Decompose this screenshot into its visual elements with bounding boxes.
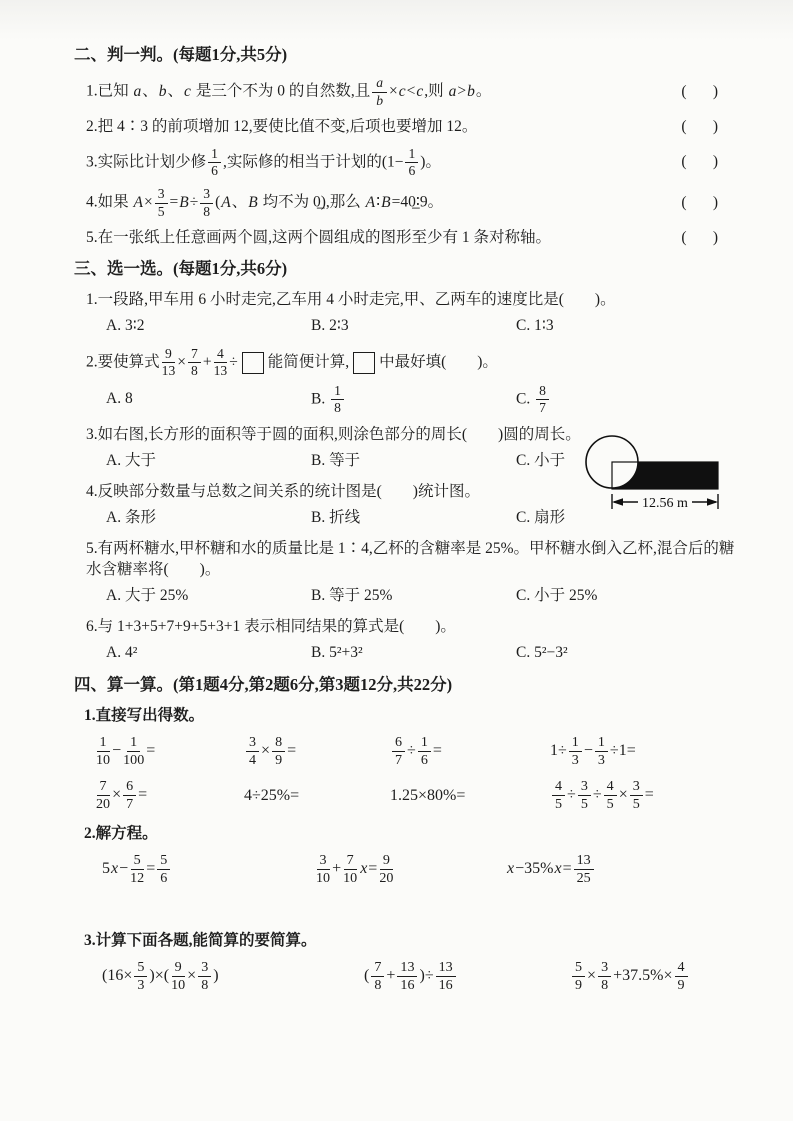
calc-expression: $\frac{1}{10}$ − $\frac{1}{100}$ = (96, 733, 156, 768)
calc-expression: $\frac{3}{4}$ × $\frac{8}{9}$ = (244, 735, 390, 768)
calc-expression: (16× $\frac{5}{3}$ )×( $\frac{9}{10}$ × $\frac{3}{8}$ ) (102, 959, 219, 994)
choice-option-b: B. 2∶3 (311, 317, 349, 335)
fraction: $\frac{8}{9}$ (272, 735, 285, 768)
fraction: $\frac{6}{7}$ (123, 779, 136, 812)
calc-expression: $\frac{7}{20}$ × $\frac{6}{7}$ = (96, 778, 148, 813)
calc-expression: $\frac{5}{9}$ × $\frac{3}{8}$ +37.5%× $\frac{4}{9}$ (570, 960, 735, 993)
fraction: $\frac{1}{8}$ (331, 384, 344, 416)
arrow-left-icon (612, 498, 623, 506)
calc-expression: $\frac{4}{5}$ ÷ $\frac{3}{5}$ ÷ $\frac{4}{5}$ × $\frac{3}{5}$ = (550, 779, 735, 812)
choice-option-a: A. 大于 (106, 452, 156, 470)
fraction: $\frac{3}{8}$ (598, 960, 611, 993)
choice-option-b: B. 折线 (311, 509, 361, 527)
fraction: $\frac{4}{5}$ (552, 779, 565, 812)
calc-expression: 4÷25%= (244, 786, 300, 804)
equation: $\frac{3}{10}$ + $\frac{7}{10}$ x= $\frac{9}{20}$ (316, 851, 394, 886)
answer-parentheses: ( ) (681, 82, 719, 100)
fraction: $\frac{4}{13}$ (213, 346, 228, 379)
choice-question-5-options (106, 586, 735, 607)
fraction: $\frac{5}{6}$ (157, 853, 170, 886)
calc-expression: $\frac{6}{7}$ ÷ $\frac{1}{6}$ = (390, 735, 550, 768)
calc-equations-label: 2.解方程。 (84, 824, 158, 842)
choice-option-c: C. 小于 25% (516, 586, 598, 604)
choice-option-a: A. 8 (106, 390, 133, 408)
fraction: $\frac{5}{12}$ (130, 851, 145, 886)
fraction: $\frac{13}{25}$ (574, 853, 594, 886)
choice-question-3-stem: 3.如右图,长方形的面积等于圆的面积,则涂色部分的周长( )圆的周长。 (86, 426, 581, 444)
judge-question-4 (86, 187, 735, 219)
fraction: $\frac{7}{8}$ (371, 960, 384, 993)
choice-section-title: 三、选一选。(每题1分,共6分) (74, 258, 288, 278)
fraction: $\frac{1}{3}$ (569, 735, 582, 768)
choice-option-b: B. 5²+3² (311, 643, 363, 661)
circle-rectangle-figure (582, 428, 793, 518)
choice-option-b: B. 等于 25% (311, 586, 393, 604)
calc-expression: 1÷ $\frac{1}{3}$ − $\frac{1}{3}$ ÷1= (550, 733, 636, 768)
fraction: $\frac{9}{13}$ (161, 346, 176, 379)
answer-parentheses: ( ) (681, 117, 719, 135)
judge-question-text: 5.在一张纸上任意画两个圆,这两个圆组成的图形至少有 1 条对称轴。 (86, 229, 552, 247)
fraction: $\frac{1}{6}$ (208, 147, 221, 179)
judge-question-2 (86, 117, 735, 138)
fraction: $\frac{6}{7}$ (392, 735, 405, 768)
calc-expression: ( $\frac{7}{8}$ + $\frac{13}{16}$ )÷ $\frac{13}{16}$ (364, 960, 570, 993)
fraction: $\frac{13}{16}$ (436, 960, 456, 993)
fraction: $\frac{1}{6}$ (418, 735, 431, 768)
choice-question-5-stem: 5.有两杯糖水,甲杯糖和水的质量比是 1∶4,乙杯的含糖率是 25%。甲杯糖水倒入乙杯,混合后的糖水含糖率将( )。 (86, 540, 735, 578)
judge-question-1 (86, 76, 735, 108)
judge-question-text: 4.如果 A× $\frac{3}{5}$ =B÷ $\frac{3}{8}$ (A、B 均不为 0̲),那么 A∶B=40̲∶9。 (86, 186, 444, 219)
judge-question-text: 1.已知 a、b、c 是三个不为 0 的自然数,且 $\frac{a}{b}$ ×c<c,则 a>b。 (86, 75, 492, 108)
choice-option-b: B. $\frac{1}{8}$ (311, 384, 516, 416)
answer-parentheses: ( ) (681, 229, 719, 247)
choice-option-a: A. 4² (106, 643, 138, 661)
fraction: $\frac{4}{9}$ (675, 960, 688, 993)
fraction: $\frac{7}{20}$ (96, 778, 111, 813)
fraction: $\frac{7}{8}$ (188, 347, 201, 379)
choice-question-6-stem: 6.与 1+3+5+7+9+5+3+1 表示相同结果的算式是( )。 (86, 617, 456, 635)
choice-option-a: A. 大于 25% (106, 586, 189, 604)
fraction: $\frac{3}{10}$ (316, 851, 331, 886)
fraction: $\frac{4}{5}$ (604, 779, 617, 812)
calc-section-title: 四、算一算。(第1题4分,第2题6分,第3题12分,共22分) (74, 674, 453, 694)
choice-option-c: C. $\frac{8}{7}$ (516, 384, 735, 416)
choice-option-c: C. 1∶3 (516, 317, 554, 335)
fraction: $\frac{13}{16}$ (397, 960, 417, 993)
choice-question-2-stem: 2.要使算式 $\frac{9}{13}$ × $\frac{7}{8}$ + $\frac{4}{13}$ ÷ 能简便计算, 中最好填( )。 (86, 346, 498, 379)
fraction: $\frac{1}{10}$ (96, 733, 111, 768)
answer-parentheses: ( ) (681, 193, 719, 211)
fraction: $\frac{3}{4}$ (246, 735, 259, 768)
judge-question-5 (86, 228, 735, 249)
fraction: $\frac{5}{3}$ (134, 960, 147, 993)
fraction: $\frac{9}{10}$ (171, 959, 186, 994)
choice-option-c: C. 扇形 (516, 509, 566, 527)
calc-expression: 1.25×80%= (390, 786, 466, 804)
choice-option-b: B. 等于 (311, 452, 361, 470)
dimension-label: 12.56 m (642, 496, 688, 511)
blank-box (242, 352, 264, 374)
calc-simplify-label: 3.计算下面各题,能简算的要简算。 (84, 932, 317, 950)
calc-direct-label: 1.直接写出得数。 (84, 706, 205, 724)
choice-question-6-options (106, 643, 735, 664)
judge-question-text: 3.实际比计划少修 $\frac{1}{6}$ ,实际修的相当于计划的(1− $\frac{1}{6}$ )。 (86, 145, 441, 179)
fraction: $\frac{3}{5}$ (630, 779, 643, 812)
equation: x−35%x= $\frac{13}{25}$ (506, 853, 735, 886)
fraction: $\frac{3}{8}$ (200, 187, 213, 219)
fraction: $\frac{1}{3}$ (595, 735, 608, 768)
fraction: $\frac{1}{100}$ (123, 733, 145, 768)
fraction: $\frac{a}{b}$ (372, 76, 387, 108)
judge-question-3 (86, 147, 735, 179)
calc-equations-row (102, 853, 735, 886)
choice-question-1-options (106, 316, 735, 337)
fraction: $\frac{3}{8}$ (198, 960, 211, 993)
answer-parentheses: ( ) (681, 153, 719, 171)
fraction: $\frac{8}{7}$ (536, 384, 549, 416)
judge-section-title: 二、判一判。(每题1分,共5分) (74, 45, 288, 64)
arrow-right-icon (707, 498, 718, 506)
calc-direct-row-2 (94, 779, 735, 812)
equation: 5x− $\frac{5}{12}$ = $\frac{5}{6}$ (102, 853, 314, 886)
choice-option-c: C. 小于 (516, 452, 566, 470)
choice-question-1-stem: 1.一段路,甲车用 6 小时走完,乙车用 4 小时走完,甲、乙两车的速度比是( )。 (86, 291, 616, 309)
fraction: $\frac{5}{9}$ (572, 960, 585, 993)
choice-option-a: A. 条形 (106, 509, 156, 527)
blank-box (353, 352, 375, 374)
judge-question-text: 2.把 4∶3 的前项增加 12,要使比值不变,后项也要增加 12。 (86, 117, 478, 135)
fraction: $\frac{7}{10}$ (343, 851, 358, 886)
choice-option-c: C. 5²−3² (516, 643, 568, 661)
choice-question-4-stem: 4.反映部分数量与总数之间关系的统计图是( )统计图。 (86, 483, 480, 501)
fraction: $\frac{3}{5}$ (578, 779, 591, 812)
calc-direct-row-1 (94, 735, 735, 768)
choice-option-a: A. 3∶2 (106, 317, 145, 335)
fraction: $\frac{9}{20}$ (379, 851, 394, 886)
choice-question-2-options (106, 384, 735, 416)
fraction: $\frac{1}{6}$ (405, 147, 418, 179)
fraction: $\frac{3}{5}$ (155, 187, 168, 219)
calc-simplify-row (102, 960, 735, 993)
